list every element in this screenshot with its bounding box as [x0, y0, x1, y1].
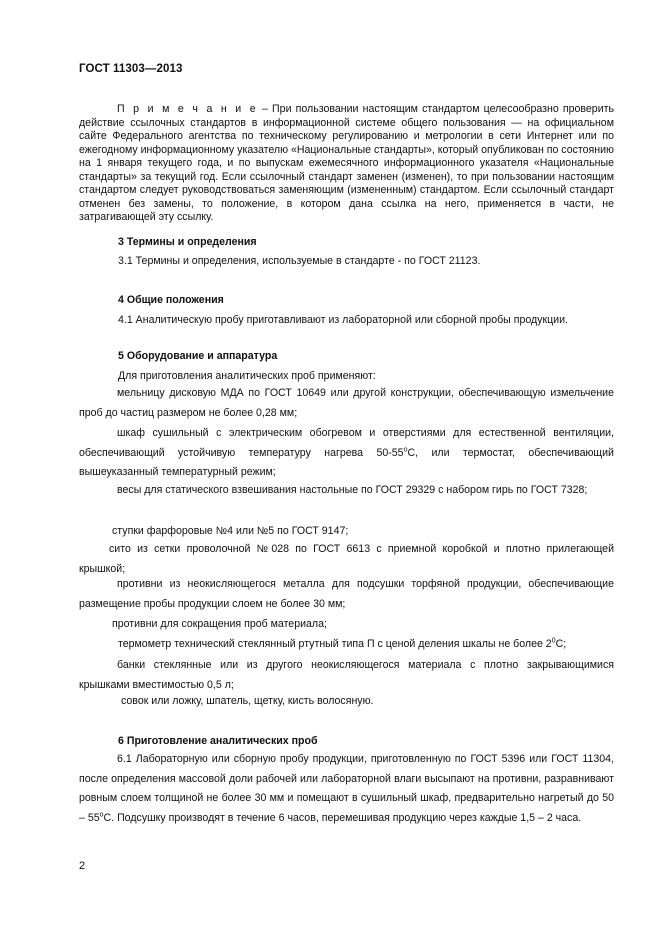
note-paragraph	[79, 103, 614, 225]
note-text: – При пользовании настоящим стандартом целесообразно проверить действие ссылочных стандартов в информационной системе общего пользования — на официальном сайте Федерального агентства по техническому регулированию и метрологии в сети Интернет или по ежегодному информационному указателю «Национальные стандарты», который опубликован по состоянию на 1 января текущего года, и по выпускам ежемесячного информационного указателя «Национальные стандарты» за текущий год. Если ссылочный стандарт заменен (изменен), то при пользовании настоящим стандартом следует руководствоваться заменяющим (измененным) стандартом. Если ссылочный стандарт отменен без замены, то положение, в котором дана ссылка на него, применяется в части, не затрагивающей эту ссылку.	[79, 103, 614, 223]
document-header: ГОСТ 11303—2013	[79, 63, 183, 75]
equipment-sieve: сито из сетки проволочной №028 по ГОСТ 6613 с приемной коробкой и плотно прилегающей крышкой;	[79, 543, 614, 575]
equipment-mortars: ступки фарфоровые №4 или №5 по ГОСТ 9147;	[112, 525, 349, 537]
section-6-heading: 6 Приготовление аналитических проб	[118, 735, 318, 747]
section-5-heading: 5 Оборудование и аппаратура	[118, 350, 278, 362]
equipment-scales: весы для статического взвешивания настольные по ГОСТ 29329 с набором гирь по ГОСТ 7328;	[117, 484, 588, 496]
note-label: П р и м е ч а н и е	[117, 103, 258, 115]
equipment-intro: Для приготовления аналитических проб применяют:	[118, 370, 376, 382]
equipment-trays: противни из неокисляющегося металла для подсушки торфяной продукции, обеспечивающие размещение пробы продукции слоем не более 30 мм;	[79, 578, 614, 610]
section-3-heading: 3 Термины и определения	[118, 236, 257, 248]
section-4-1-text: 4.1 Аналитическую пробу приготавливают из лабораторной или сборной пробы продукции.	[118, 314, 568, 326]
page-number: 2	[79, 860, 86, 872]
section-3-1-text: 3.1 Термины и определения, используемые в стандарте - по ГОСТ 21123.	[118, 255, 481, 267]
equipment-thermometer: термометр технический стеклянный ртутный типа П с ценой деления шкалы не более $2^0С$;	[118, 637, 567, 650]
equipment-oven: шкаф сушильный с электрическим обогревом и отверстиями для естественной вентиляции, обеспечивающий устойчивую температуру нагрева $50-55^оС$, или термостат, обеспечивающий вышеуказанный температурный режим;	[79, 427, 614, 478]
equipment-jars: банки стеклянные или из другого неокисляющегося материала с плотно закрывающимися крышками вместимостью 0,5 л;	[79, 659, 614, 691]
equipment-mill: мельницу дисковую МДА по ГОСТ 10649 или другой конструкции, обеспечивающую измельчение проб до частиц размером не более 0,28 мм;	[79, 387, 614, 419]
section-4-heading: 4 Общие положения	[118, 294, 224, 306]
equipment-tools: совок или ложку, шпатель, щетку, кисть волосяную.	[121, 695, 374, 707]
equipment-divider-trays: противни для сокращения проб материала;	[112, 618, 327, 630]
section-6-1-text: 6.1 Лабораторную или сборную пробу продукции, приготовленную по ГОСТ 5396 или ГОСТ 11304, после определения массовой доли рабочей или лабораторной влаги высыпают на противни, разравнивают ровным слоем толщиной не более 30 мм и помещают в сушильный шкаф, предварительно нагретый до $50 - 55^оС$. Подсушку производят в течение 6 часов, перемешивая продукцию через каждые 1,5 – 2 часа.	[79, 753, 614, 824]
